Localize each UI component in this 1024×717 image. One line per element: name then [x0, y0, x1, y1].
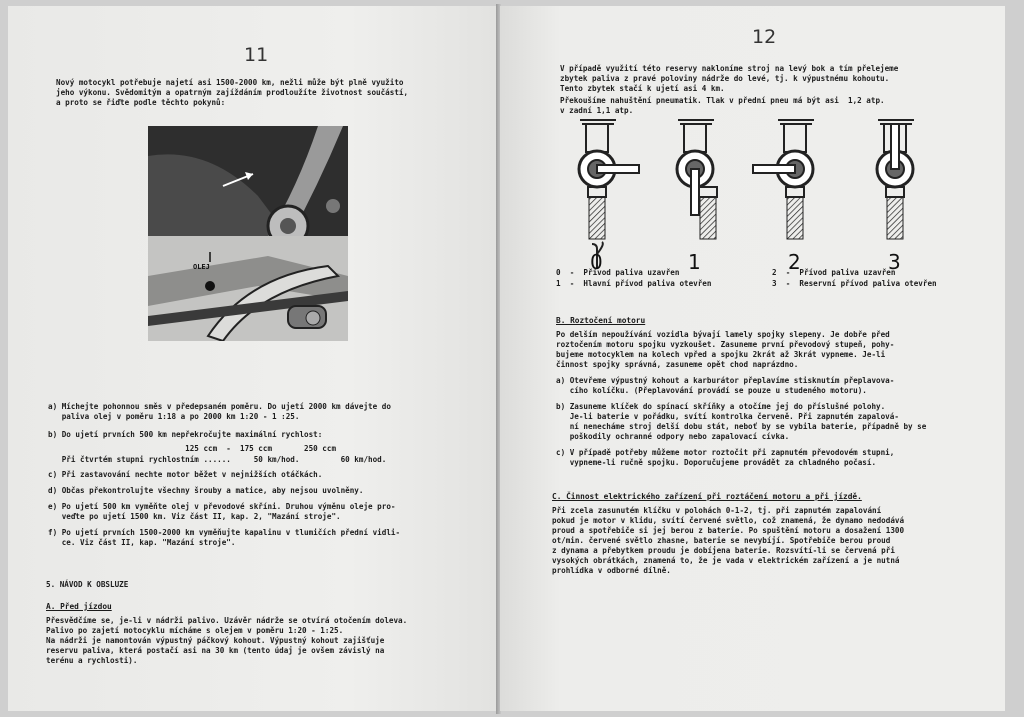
body-line: vysokých obrátkách, znamená to, že je vada v elektrickém zařízení a je nutná — [552, 556, 900, 565]
item-line: c) Při zastavování nechte motor běžet v nejnižších otáčkách. — [48, 470, 323, 479]
page-number-left: 11 — [244, 44, 269, 66]
body-line: Přesvědčíme se, je-li v nádrži palivo. Uzávěr nádrže se otvírá otočením doleva. — [46, 616, 408, 625]
item-line: poškodily ochranné odpory nebo zapalovací cívka. — [556, 432, 790, 441]
item-line: a) Míchejte pohonnou směs v předepsaném poměru. Do ujetí 2000 km dávejte do — [48, 402, 391, 411]
valve-number-1: 1 — [688, 250, 701, 274]
item-line: b) Do ujetí prvních 500 km nepřekročujte maximální rychlost: — [48, 430, 323, 439]
item-line: paliva olej v poměru 1:18 a po 2000 km 1:20 - 1 :25. — [48, 412, 300, 421]
item-line: a) Otevřeme výpustný kohout a karburátor přeplavíme stisknutím přeplavova- — [556, 376, 895, 385]
item-line: e) Po ujetí 500 km vyměňte olej v převodové skříni. Druhou výměnu oleje pro- — [48, 502, 396, 511]
fuel-valve-2 — [753, 120, 814, 239]
oil-plug — [205, 281, 215, 291]
speed-table-header: 125 ccm - 175 ccm 250 ccm — [48, 444, 337, 453]
body-line: ot/min. červené světlo zhasne, baterie se nevybíjí. Spotřebiče berou proud — [552, 536, 891, 545]
section-b-title: B. Roztočení motoru — [556, 316, 646, 325]
intro-line: jeho výkonu. Svědomitým a opatrným zajíždáním prodloužíte životnost součástí, — [56, 88, 409, 97]
page-number-right: 12 — [752, 26, 777, 48]
speed-table-row: Při čtvrtém stupni rychlostním ...... 50 km/hod. 60 km/hod. — [48, 455, 387, 464]
intro-line: Překoušíme nahuštění pneumatik. Tlak v přední pneu má být asi 1,2 atp. — [560, 96, 885, 105]
fuel-valve-0 — [579, 120, 639, 269]
body-line: pokud je motor v klidu, svítí červené světlo, což znamená, že dynamo nedodává — [552, 516, 905, 525]
fuel-valve-diagram — [560, 64, 980, 274]
body-line: Na nádrži je namontován výpustný páčkový kohout. Výpustný kohout zajišťuje — [46, 636, 385, 645]
intro-line: zbytek paliva z pravé poloviny nádrže do levé, tj. k výpustnému kohoutu. — [560, 74, 890, 83]
body-line: Po delším nepoužívání vozidla bývají lamely spojky slepeny. Je dobře před — [556, 330, 890, 339]
legend-item: 1 - Hlavní přívod paliva otevřen — [556, 279, 712, 288]
body-line: Při zcela zasunutém klíčku v polohách 0-1-2, tj. při zapnutém zapalování — [552, 506, 882, 515]
legend-item: 3 - Reservní přívod paliva otevřen — [772, 279, 937, 288]
oil-label: OLEJ — [193, 263, 210, 271]
engine-photo — [148, 126, 348, 341]
fuel-valve-1 — [677, 120, 717, 239]
intro-line: v zadní 1,1 atp. — [560, 106, 634, 115]
item-line: c) V případě potřeby můžeme motor roztočit při zapnutém převodovém stupni, — [556, 448, 895, 457]
body-line: proud a spotřebiče si jej berou z baterie. Po spuštění motoru a dosažení 1300 — [552, 526, 905, 535]
section-title: 5. NÁVOD K OBSLUZE — [46, 580, 129, 589]
item-line: ce. Viz část II, kap. "Mazání stroje". — [48, 538, 236, 547]
valve-number-3: 3 — [888, 250, 901, 274]
subsection-title: A. Před jízdou — [46, 602, 112, 611]
body-line: terénu a rychlosti). — [46, 656, 138, 665]
intro-line: Tento zbytek stačí k ujetí asi 4 km. — [560, 84, 725, 93]
intro-line: a proto se řiďte podle těchto pokynů: — [56, 98, 226, 107]
valve-number-0: 0 — [590, 250, 603, 274]
item-line: d) Občas překontrolujte všechny šrouby a matice, aby nejsou uvolněny. — [48, 486, 364, 495]
item-line: veďte po ujetí 1500 km. Viz část II, kap. 2, "Mazání stroje". — [48, 512, 341, 521]
left-page — [8, 6, 497, 711]
body-line: činnost spojky správná, zasuneme opět chod naprázdno. — [556, 360, 799, 369]
item-line: b) Zasuneme klíček do spínací skříňky a otočíme jej do příslušné polohy. — [556, 402, 886, 411]
intro-line: V případě využití této reservy nakloníme stroj na levý bok a tím přelejeme — [560, 64, 899, 73]
item-line: Je-li baterie v pořádku, svítí kontrolka červeně. Při zapnutém zapalová- — [556, 412, 899, 421]
item-line: f) Po ujetí prvních 1500-2000 km vyměňujte kapalinu v tlumičích přední vidli- — [48, 528, 401, 537]
legend-item: 0 - Přívod paliva uzavřen — [556, 268, 680, 277]
body-line: roztočením motoru spojku vyzkoušet. Zasuneme první převodový stupeň, pohy- — [556, 340, 895, 349]
item-line: vypneme-li ručně spojku. Doporučujeme provádět za chladného počasí. — [556, 458, 877, 467]
body-line: Palivo po zajetí motocyklu mícháme s olejem v poměru 1:20 - 1:25. — [46, 626, 344, 635]
item-line: cího kolíčku. (Přeplavování provádí se pouze u studeného motoru). — [556, 386, 867, 395]
body-line: bujeme motocyklem na kolech vpřed a spojku 2krát až 3krát vypneme. Je-li — [556, 350, 886, 359]
valve-number-2: 2 — [788, 250, 801, 274]
body-line: reservu paliva, která postačí asi na 30 km (tento údaj je ovšem závislý na — [46, 646, 385, 655]
section-c-title: C. Činnost elektrického zařízení při roztáčení motoru a při jízdě. — [552, 492, 862, 501]
right-page — [500, 6, 1005, 711]
intro-line: Nový motocykl potřebuje najetí asi 1500-2000 km, nežli může být plně využito — [56, 78, 404, 87]
body-line: prohlídka v odborné dílně. — [552, 566, 671, 575]
body-line: z dynama a přebytkem proudu je dobíjena baterie. Rozsvítí-li se červená při — [552, 546, 895, 555]
legend-item: 2 - Přívod paliva uzavřen — [772, 268, 896, 277]
fuel-valve-3 — [877, 120, 914, 239]
item-line: ní nenecháme stroj delší dobu stát, neboť by se vybila baterie, případně by se — [556, 422, 927, 431]
